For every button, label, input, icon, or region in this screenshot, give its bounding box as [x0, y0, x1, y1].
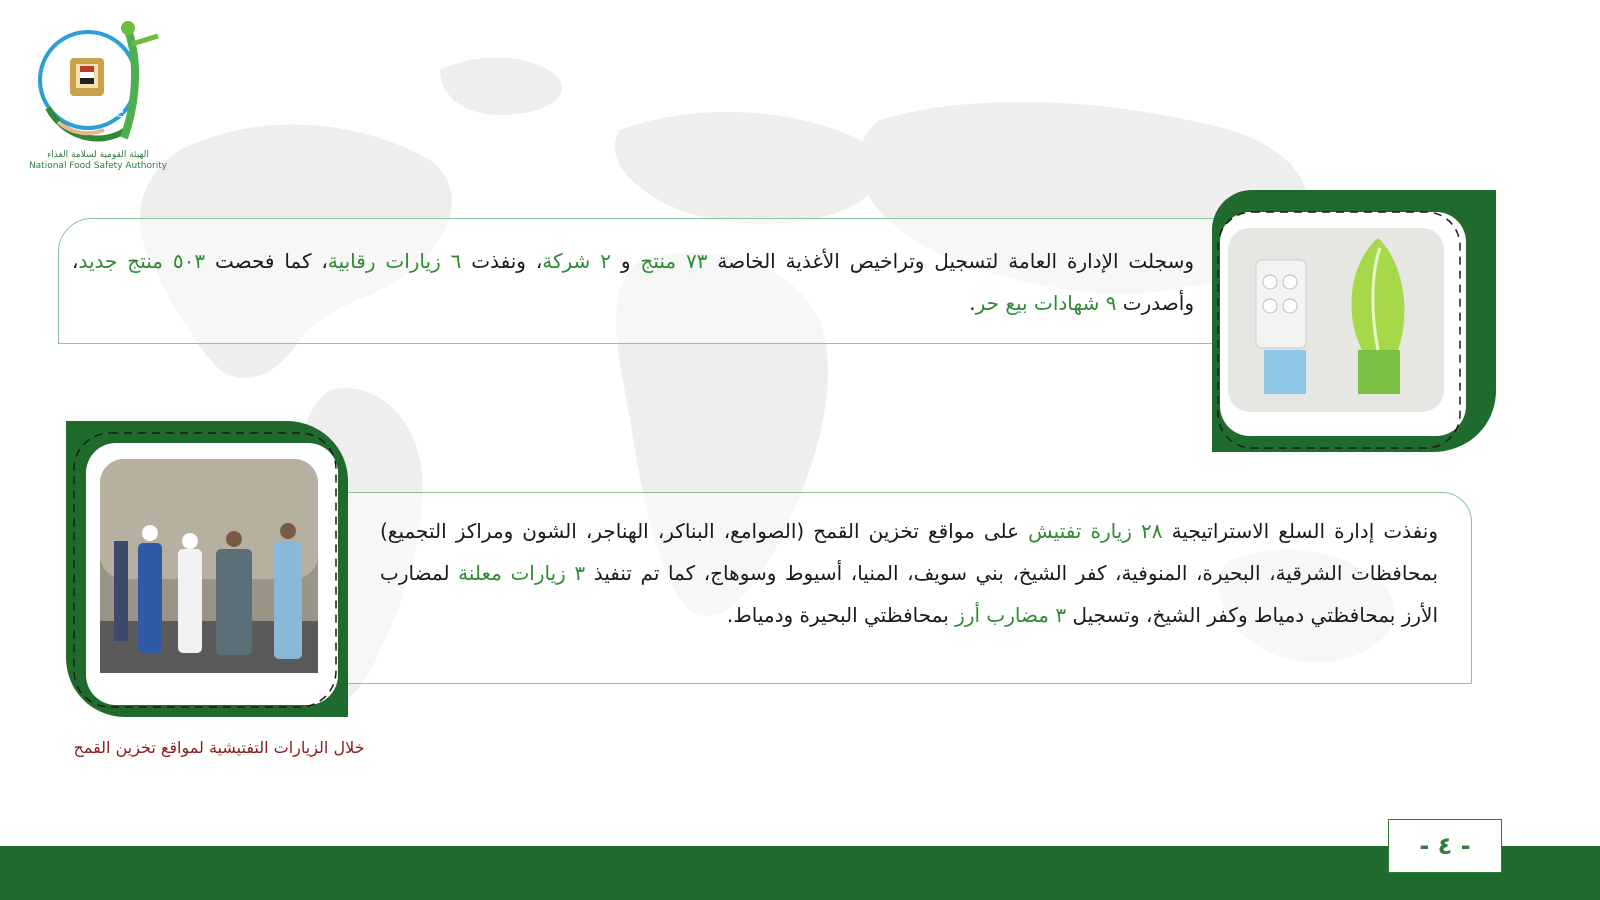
highlight-span: ٥٠٣ منتج جديد [78, 249, 206, 273]
highlight-span: ٧٣ منتج [640, 249, 708, 273]
text-span: لمضارب الأرز بمحافظتي دمياط وكفر الشيخ، وتسجيل [380, 561, 1438, 627]
highlight-span: ٣ مضارب أرز [955, 603, 1067, 627]
eagle-emblem-icon [70, 58, 104, 96]
section1-paragraph [72, 240, 1194, 324]
products-photo [1228, 228, 1444, 412]
inspection-photo [100, 459, 318, 673]
text-span: . [969, 291, 976, 315]
svg-text:NFSA: NFSA [113, 87, 131, 119]
section2-paragraph [380, 510, 1438, 636]
text-span: ونفذت إدارة السلع الاستراتيجية [1162, 519, 1438, 543]
highlight-span: ٦ زيارات رقابية [327, 249, 462, 273]
highlight-span: ٢ شركة [542, 249, 611, 273]
highlight-span: ٩ شهادات بيع حر [975, 291, 1117, 315]
text-span: ، ونفذت [461, 249, 543, 273]
text-span: على مواقع تخزين القمح (الصوامع، البناكر، الهناجر، الشون ومراكز التجميع) بمحافظات الشرقية، البحيرة، المنوفية، كفر الشيخ، بني سويف، المنيا، أسيوط وسوهاج، كما تم تنفيذ [380, 519, 1438, 585]
footer-bar [0, 846, 1600, 900]
logo-english-name: National Food Safety Authority [28, 161, 168, 171]
text-span: ، كما فحصت [205, 249, 328, 273]
photo-caption: خلال الزيارات التفتيشية لمواقع تخزين القمح [73, 738, 365, 757]
text-span: وسجلت الإدارة العامة لتسجيل وتراخيص الأغذية الخاصة [707, 249, 1195, 273]
text-span: بمحافظتي البحيرة ودمياط. [726, 603, 956, 627]
products-photo-frame [1212, 190, 1496, 452]
logo-arabic-name: الهيئة القومية لسلامة الغذاء [47, 150, 149, 160]
inspection-photo-frame [66, 421, 348, 717]
text-span: ، وأصدرت [72, 249, 1194, 315]
text-span: و [610, 249, 641, 273]
highlight-span: ٣ زيارات معلنة [458, 561, 586, 585]
page-number: - ٤ - [1388, 819, 1502, 873]
highlight-span: ٢٨ زيارة تفتيش [1028, 519, 1163, 543]
